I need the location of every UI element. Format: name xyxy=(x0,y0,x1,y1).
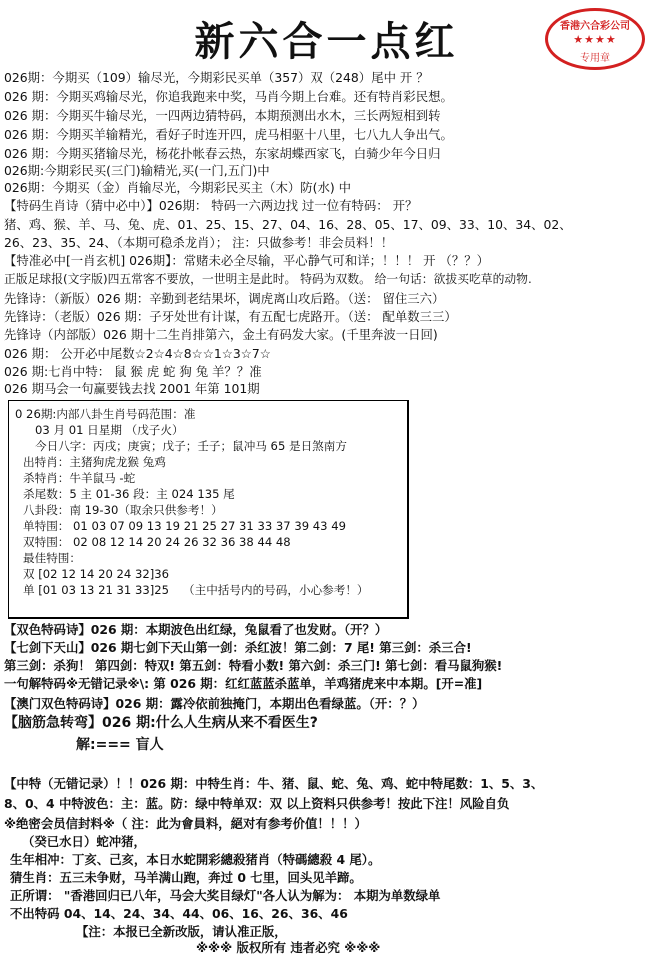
text-line: 第三剑：杀狗！ 第四剑：特双! 第五剑：特看小数! 第六剑：杀三门! 第七剑：看马鼠狗猴! xyxy=(4,658,503,673)
text-line: 猜生肖：五三未争财，马羊满山跑，奔过 0 七里，回头见羊蹄。 xyxy=(10,870,362,885)
text-line: 生年相冲：丁亥、己亥，本日水蛇開彩總殺猪肖（特碼總殺 4 尾）。 xyxy=(10,852,381,867)
text-line: 先锋诗（内部版）026 期十二生肖排第六，金土有码发大家。(千里奔波一日回) xyxy=(4,327,438,342)
text-line: 【注：本报已全新改版，请认准正版， xyxy=(76,924,287,939)
box-shuang: 双 [02 12 14 20 24 32]36 xyxy=(23,567,170,581)
text-line: 026 期：今期买牛输尽光，一四两边猜特码，本期预测出水木，三长两短相到转 xyxy=(4,108,441,123)
text-line: 026期：今期买（109）输尽光，今期彩民买单（357）双（248）尾中 开 ？ xyxy=(4,70,429,85)
text-line: 026期:今期彩民买(三门)输精光,买(一门,五门)中 xyxy=(4,163,270,178)
company-seal xyxy=(545,8,645,70)
text-line: （癸已水日）蛇冲猪， xyxy=(22,834,146,849)
box-zui-jia: 最佳特围： xyxy=(23,551,81,565)
seal-stars: ★★★★ xyxy=(573,33,617,46)
text-line: 026 期马会一句赢要钱去找 2001 年第 101期 xyxy=(4,381,260,396)
text-line: 正所谓： "香港回归已八年，马会大奖目绿灯"各人认为解为： 本期为单数绿单 xyxy=(10,888,441,903)
box-header: 0 26期:内部八卦生肖号码范围：准 xyxy=(15,407,196,421)
text-line: ※绝密会员信封料※（ 注：此为會員料，絕对有参考价值！！！） xyxy=(4,816,367,831)
box-sha-wei: 杀尾数：5 主 01-36 段：主 024 135 尾 xyxy=(23,487,235,501)
seal-top-text: 香港六合彩公司 xyxy=(560,21,630,32)
text-line: 8、0、4 中特波色：主：蓝。防：绿中特单双：双 以上资料只供参考！按此下注！风险自负 xyxy=(4,796,510,811)
box-shuang-te: 双特围： 02 08 12 14 20 24 26 32 36 38 44 48 xyxy=(23,535,291,549)
footer-copyright: ※※※ 版权所有 违者必究 ※※※ xyxy=(196,940,381,955)
text-line: 【澳门双色特码诗】026 期：露冷依前独掩门，本期出色看绿蓝。（开：？） xyxy=(4,696,425,711)
text-line: 026 期：今期买鸡输尽光，你追我跑来中奖，马肖今期上台难。还有特肖彩民想。 xyxy=(4,89,453,104)
text-line: 不出特码 04、14、24、34、44、06、16、26、36、46 xyxy=(10,906,348,921)
answer-line: 解:=== 盲人 xyxy=(76,737,164,753)
text-line: 先锋诗：（新版）026 期：辛勤到老结果坏，调虎离山攻后路。（送： 留住三六） xyxy=(4,291,445,306)
text-line: 026期：今期买（金）肖输尽光，今期彩民买主（木）防(水) 中 xyxy=(4,180,352,195)
box-dan-te: 单特围： 01 03 07 09 13 19 21 25 27 31 33 37 39 43 49 xyxy=(23,519,346,533)
text-line: 【脑筋急转弯】026 期:什么人生病从来不看医生? xyxy=(4,715,318,731)
box-dan: 单 [01 03 13 21 31 33]25 xyxy=(23,583,170,597)
page-title: 新六合一点红 xyxy=(194,18,459,65)
seal-bottom-text: 专用章 xyxy=(580,53,610,64)
text-line: 猪、鸡、猴、羊、马、兔、虎、01、25、15、27、04、16、28、05、17、09、33、10、34、02、 xyxy=(4,217,572,232)
text-line: 【中特（无错记录）！！026 期：中特生肖：牛、猪、鼠、蛇、兔、鸡、蛇中特尾数：1、5、3、 xyxy=(4,776,544,791)
text-line: 026 期:七肖中特： 鼠 猴 虎 蛇 狗 兔 羊？？准 xyxy=(4,364,262,379)
text-line: 一句解特码※无错记录※\: 第 026 期：红红蓝蓝杀蓝单，羊鸡猪虎来中本期。[开=准] xyxy=(4,676,483,691)
box-bagua: 八卦段：南 19-30（取余只供参考！） xyxy=(23,503,223,517)
box-sha-te: 杀特肖：牛羊鼠马 -蛇 xyxy=(23,471,136,485)
text-line: 026 期：今期买猪输尽光，杨花扑帐春云热，东家胡蝶西家飞，白骑少年今日归 xyxy=(4,146,441,161)
box-bazi: 今日八字：丙戌；庚寅；戊子；壬子；鼠冲马 65 是日煞南方 xyxy=(35,439,347,453)
text-line: 【特码生肖诗（猜中必中）】026期： 特码一六两边找 过一位有特码： 开？ xyxy=(4,198,418,213)
text-line: 先锋诗：（老版）026 期：子牙处世有计谋，有五配七虎路开。（送： 配单数三三） xyxy=(4,309,457,324)
text-line: 正版足球报(文字版)四五常客不要放，一世明主是此时。 特码为双数。 给一句话：欲拔买吃草的动物. xyxy=(4,272,532,286)
text-line: 026 期： 公开必中尾数☆2☆4☆8☆☆1☆3☆7☆ xyxy=(4,346,271,361)
text-line: 26、23、35、24、（本期可稳杀龙肖）； 注：只做参考！非会员料！！ xyxy=(4,235,394,250)
bagua-box xyxy=(8,400,409,619)
box-note: （主中括号内的号码，小心参考！） xyxy=(183,583,369,597)
box-chu-te: 出特肖：主猪狗虎龙猴 兔鸡 xyxy=(23,455,166,469)
box-date: 03 月 01 日星期 （戊子火） xyxy=(35,423,184,437)
text-line: 【双色特码诗】026 期：本期波色出红绿，兔鼠看了也发财。（开？） xyxy=(4,622,388,637)
text-line: 【特准必中[一肖玄机] 026期】：常赌未必全尽输，平心静气可和详；！！！ 开 （？？） xyxy=(4,253,489,268)
text-line: 026 期：今期买羊输精光，看好子时连开四，虎马相驱十八里，七八九人争出气。 xyxy=(4,127,453,142)
text-line: 【七剑下天山】026 期七剑下天山第一剑：杀红波！第二剑：7 尾! 第三剑：杀三合! xyxy=(4,640,472,655)
